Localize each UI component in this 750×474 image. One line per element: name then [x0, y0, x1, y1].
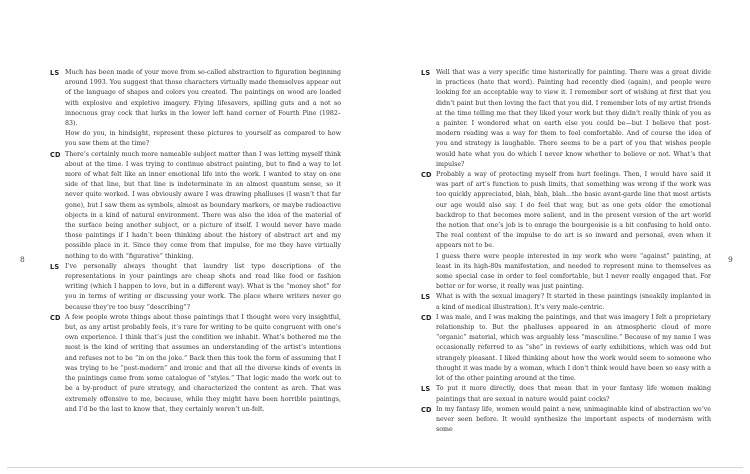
page-bottom-rule	[7, 467, 743, 468]
entry-paragraph: To put it more directly, does that mean that in your fantasy life women making paintings that are sexual in nature would paint cocks?	[436, 385, 711, 403]
interview-entry	[421, 405, 711, 436]
interview-entry	[50, 68, 341, 150]
entry-paragraph: I’ve personally always thought that laundry list type descriptions of the representations in your paintings are cheap shots and read like food or fashion writing (which I happen to love, but in a different way). What is the “money shot” for you in terms of writing or discussing your work. The place where writers never go because they’re too busy “describing”?	[65, 262, 341, 311]
speaker-label: CD	[50, 313, 61, 322]
entry-paragraph: A few people wrote things about those paintings that I thought were very insightful, but, as any artist probably feels, it’s rare for writing to be quite congruent with one’s own experience. I think that’s just the condition we inhabit. What’s bothered me the most is the kind of writing that assumes an understanding of the artist’s intentions and refuses not to be “in on the joke.” Back then this took the form of assuming that I was trying to be “post-modern” and ironic and that all the diverse kinds of events in the paintings came from some catalogue of “styles.” That logic made the work out to be a by-product of pure strategy, and characterized the content as arch. That was extremely offensive to me, because, while they might have been horrible paintings, and I’d be the last to know that, they certainly weren’t un-felt.	[65, 313, 341, 413]
speaker-label: CD	[50, 150, 61, 159]
entry-paragraph: What is with the sexual imagery? It started in these paintings (sneakily implanted in a kind of medical illustration). It’s very male-centric.	[436, 293, 711, 311]
speaker-label: CD	[421, 405, 432, 414]
entry-paragraph: There’s certainly much more nameable subject matter than I was letting myself think about at the time. I was trying to continue abstract painting, but to find a way to let more of what felt like an inner emotional life into the work. I wanted to stay on one side of that line, but that line is indeterminate in an almost quantum sense, so it never quite worked. I was obviously aware I was drawing phalluses (I wasn’t that far gone), but I saw them as symbols, almost as boundary markers, or maybe radioactive objects in a kind of natural environment. There was also the idea of the material of the surface being another subject, or a picture of itself. I would never have made those paintings if I hadn’t been thinking about the history of abstract art and my possible place in it. Since they come from that impulse, for me they have virtually nothing to do with “figurative” thinking.	[65, 150, 341, 260]
interview-entry	[421, 68, 711, 170]
interview-entry	[50, 262, 341, 313]
page-number-right: 9	[728, 255, 733, 264]
interview-entry	[421, 292, 711, 312]
interview-entry	[421, 384, 711, 404]
entry-paragraph: Probably a way of protecting myself from hurt feelings. Then, I would have said it was part of art’s function to push limits, that something was wrong if the work was too quickly appreciated, blah, blah, blah...the basic avant-garde line that most artists our age would also say. I do feel that way, but as one gets older the emotional backdrop to that becomes more salient, and in the present version of the art world the notion that one’s job is to enrage the bourgeoisie is a bit confusing to hold onto. The real content of the impulse to do art is so inward and personal, even when it appears not to be.	[436, 171, 711, 250]
entry-paragraph: Well that was a very specific time historically for painting. There was a great divide in practices (hate that word). Painting had recently died (again), and people were looking for an acceptable way to view it. I remember sort of wishing at first that you didn’t paint but then loving the fact that you did. I remember lots of my artist friends at the time telling me that they liked your work but they didn’t really think of you as a painter. I wondered what on earth else you could be—but I believe that post-modern reading was a way for them to feel comfortable. And of course the idea of you and strategy is laughable. There seems to be a part of you that wishes people would hate what you do which I never know whether to believe or not. What’s that impulse?	[436, 69, 711, 168]
speaker-label: LS	[421, 385, 431, 394]
page-number-left: 8	[20, 255, 25, 264]
right-page	[421, 68, 711, 435]
speaker-label: CD	[421, 313, 432, 322]
entry-paragraph: Much has been made of your move from so-called abstraction to figuration beginning around 1993. You suggest that those characters virtually made themselves appear out of the language of shapes and colors you created. The paintings on wood are loaded with explosive and expletive imagery. Flying lifesavers, spilling guts and a not so innocuous gray cock that lurks in the lower left hand corner of Fourth Pine (1982–83).	[65, 69, 341, 128]
entry-paragraph: I guess there were people interested in my work who were “against” painting, at least in its high-80s manifestation, and needed to represent mine to themselves as some special case in order to feel comfortable, but I never really engaged that. For better or for worse, it really was just painting.	[436, 252, 711, 291]
speaker-label: LS	[421, 293, 431, 302]
speaker-label: CD	[421, 171, 432, 180]
speaker-label: LS	[421, 69, 431, 77]
speaker-label: LS	[50, 262, 60, 271]
left-page	[50, 68, 341, 415]
speaker-label: LS	[50, 69, 60, 77]
interview-entry	[421, 313, 711, 384]
interview-entry	[421, 170, 711, 292]
interview-entry	[50, 150, 341, 262]
interview-entry	[50, 313, 341, 415]
entry-paragraph: How do you, in hindsight, represent these pictures to yourself as compared to how you saw them at the time?	[65, 130, 341, 148]
entry-paragraph: In my fantasy life, women would paint a new, unimaginable kind of abstraction we’ve never seen before. It would synthesize the important aspects of modernism with some	[436, 405, 711, 434]
entry-paragraph: I was male, and I was making the paintings, and that was imagery I felt a proprietary relationship to. But the phalluses appeared in an atmospheric cloud of more “organic” material, which was arguably less “masculine.” Because of my name I was occasionally referred to as “she” in reviews of early exhibitions, which was odd but strangely pleasant. I liked thinking about how the work would seem to someone who thought it was made by a woman, which I don’t think would have been so easy with a lot of the other painting around at the time.	[436, 313, 711, 383]
